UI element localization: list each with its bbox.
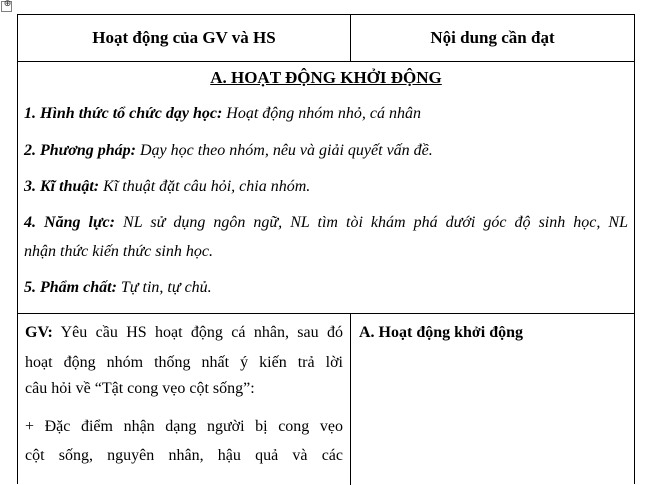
item-label: 1. Hình thức tổ chức dạy học: xyxy=(24,105,223,122)
warmup-section-cell xyxy=(18,62,634,314)
item-label: 2. Phương pháp: xyxy=(24,142,136,159)
item-label: 3. Kĩ thuật: xyxy=(24,178,100,195)
gv-line-3: câu hỏi về “Tật cong vẹo cột sống”: xyxy=(25,380,255,397)
item-text: Hoạt động nhóm nhỏ, cá nhân xyxy=(222,105,421,122)
gv-label: GV: xyxy=(25,324,53,341)
content-title: A. Hoạt động khởi động xyxy=(359,324,524,341)
item-text: Dạy học theo nhóm, nêu và giải quyết vấn đề. xyxy=(135,142,433,159)
gv-text: Yêu cầu HS hoạt động cá nhân, sau đó xyxy=(52,324,343,341)
table-header-row xyxy=(18,15,634,62)
move-arrows-icon: ⊕ xyxy=(3,0,12,9)
item-technique xyxy=(24,178,310,196)
item-organization-form xyxy=(24,105,421,123)
content-cell xyxy=(351,314,634,485)
gv-line-4: + Đặc điểm nhận dạng người bị cong vẹo xyxy=(25,418,343,435)
item-competence xyxy=(24,214,628,232)
table-move-handle[interactable] xyxy=(1,1,12,12)
item-text: Tự tin, tự chủ. xyxy=(116,279,212,296)
item-label: 4. Năng lực: xyxy=(24,214,115,231)
lesson-table xyxy=(17,14,635,484)
gv-line-2: hoạt động nhóm thống nhất ý kiến trả lời xyxy=(25,354,343,371)
gv-line-1 xyxy=(25,324,343,342)
section-title: A. HOẠT ĐỘNG KHỞI ĐỘNG xyxy=(210,68,442,87)
header-expected-content: Nội dung cần đạt xyxy=(430,28,555,47)
item-competence-continued: nhận thức kiến thức sinh học. xyxy=(24,243,213,260)
item-method xyxy=(24,142,433,160)
gv-line-5: cột sống, nguyên nhân, hậu quả và các xyxy=(25,447,343,464)
item-label: 5. Phẩm chất: xyxy=(24,279,117,296)
item-text: Kĩ thuật đặt câu hỏi, chia nhóm. xyxy=(99,178,311,195)
item-quality xyxy=(24,279,212,297)
header-teacher-student-activity: Hoạt động của GV và HS xyxy=(18,15,351,61)
item-text: NL sử dụng ngôn ngữ, NL tìm tòi khám phá dưới góc độ sinh học, NL xyxy=(115,214,629,231)
activity-row xyxy=(18,314,634,485)
teacher-activity-cell xyxy=(18,314,351,485)
